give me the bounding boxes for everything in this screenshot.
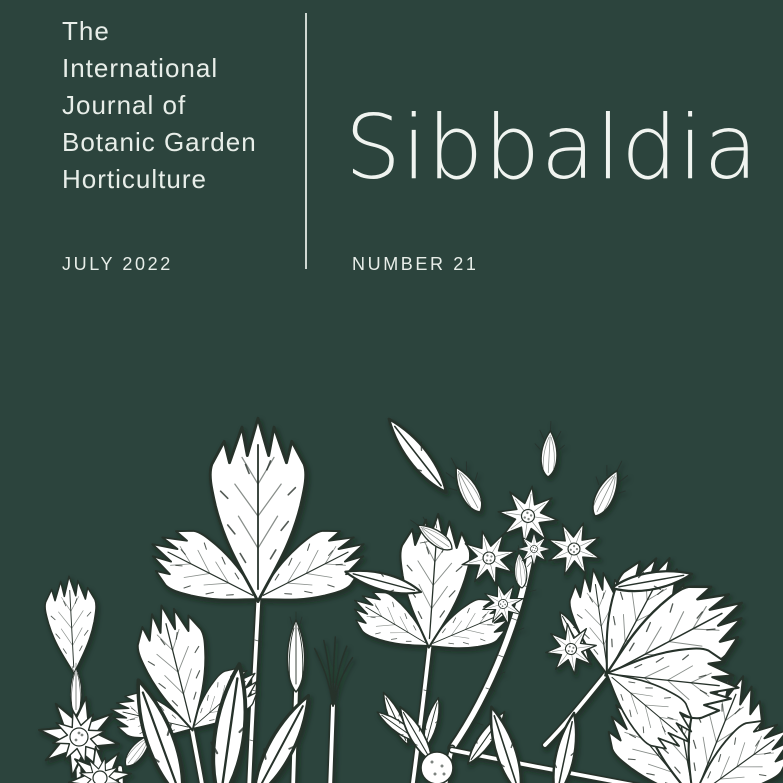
left-flower-group	[32, 575, 165, 783]
journal-name-line-1: The	[62, 16, 110, 46]
pointed-leaf	[44, 575, 100, 675]
journal-name-line-4: Botanic Garden	[62, 127, 257, 157]
star-flower	[518, 533, 551, 566]
journal-name-line-5: Horticulture	[62, 164, 207, 194]
flower-bud	[581, 454, 637, 523]
cluster-leaf	[380, 412, 455, 499]
seed-pod	[287, 612, 304, 692]
journal-name-line-3: Journal of	[62, 90, 187, 120]
flower-bud	[533, 421, 565, 478]
trifoliate-leaf-large	[138, 418, 378, 627]
journal-name-line-2: International	[62, 53, 219, 83]
receptacle	[421, 752, 453, 783]
journal-title: Sibbaldia	[345, 96, 759, 199]
issue-date: JULY 2022	[62, 254, 173, 274]
plant-group	[32, 412, 783, 783]
grass-spray	[315, 637, 353, 706]
flower-bud	[437, 451, 494, 520]
issue-number: NUMBER 21	[352, 254, 479, 274]
